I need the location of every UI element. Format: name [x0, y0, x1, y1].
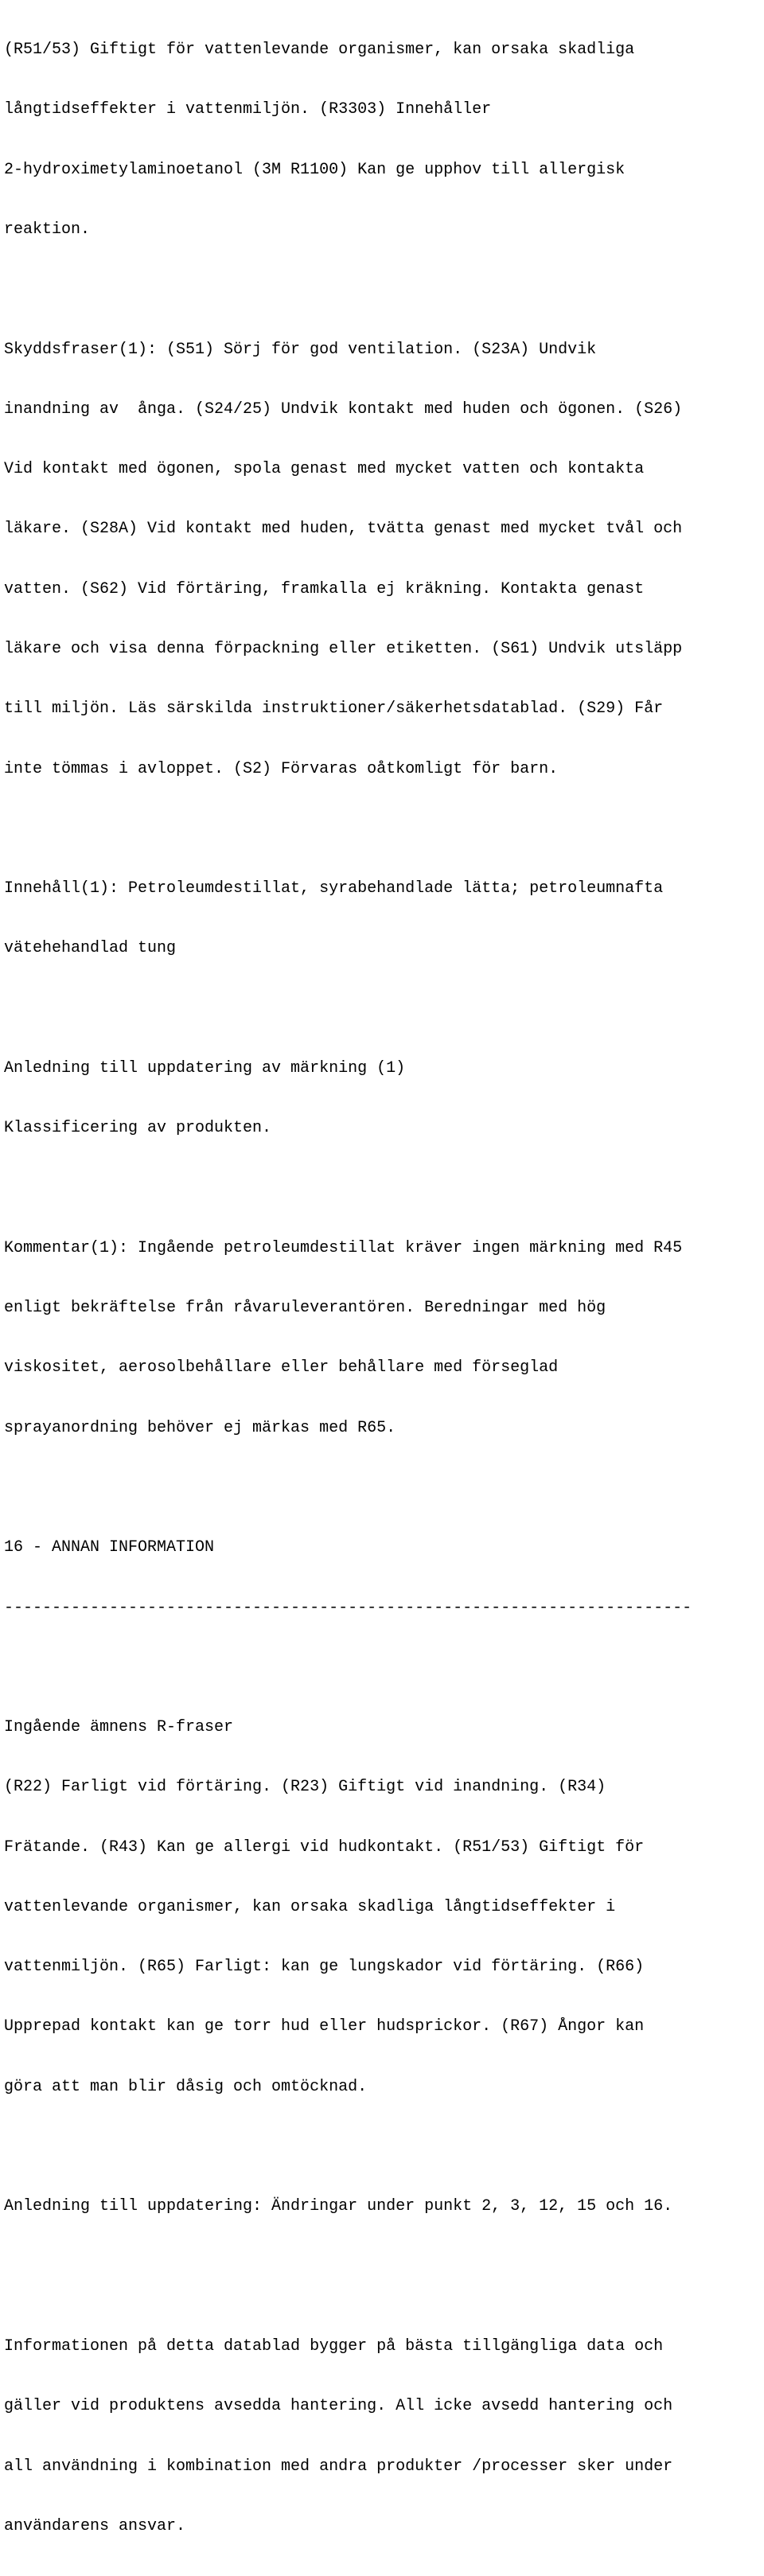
text-line: gäller vid produktens avsedda hantering. All icke avsedd hantering och: [4, 2397, 673, 2416]
update-reason: [4, 2157, 764, 2256]
text-line: inandning av ånga. (S24/25) Undvik kontakt med huden och ögonen. (S26): [4, 399, 683, 419]
text-line: vattenmiljön. (R65) Farligt: kan ge lungskador vid förtäring. (R66): [4, 1958, 645, 1977]
text-line: vatten. (S62) Vid förtäring, framkalla ej kräkning. Kontakta genast: [4, 579, 645, 598]
text-line: Anledning till uppdatering av märkning (1): [4, 1058, 406, 1078]
text-line: viskositet, aerosolbehållare eller behållare med förseglad: [4, 1358, 559, 1378]
text-line: (R22) Farligt vid förtäring. (R23) Giftigt vid inandning. (R34): [4, 1778, 606, 1797]
paragraph-gap: [4, 2257, 764, 2297]
paragraph-gap: [4, 999, 764, 1019]
paragraph-gap: [4, 279, 764, 299]
paragraph-gap: [4, 2137, 764, 2157]
text-line: göra att man blir dåsig och omtöcknad.: [4, 2077, 368, 2096]
text-line: till miljön. Läs särskilda instruktioner/säkerhetsdatablad. (S29) Får: [4, 700, 664, 719]
text-line: Informationen på detta datablad bygger på bästa tillgängliga data och: [4, 2336, 664, 2356]
text-line: Vid kontakt med ögonen, spola genast med mycket vatten och kontakta: [4, 460, 645, 479]
text-line: läkare och visa denna förpackning eller etiketten. (S61) Undvik utsläpp: [4, 640, 683, 658]
text-line: Innehåll(1): Petroleumdestillat, syrabehandlade lätta; petroleumnafta: [4, 879, 664, 898]
text-line: vätehehandlad tung: [4, 939, 177, 958]
paragraph-gap: [4, 1658, 764, 1678]
text-line: all användning i kombination med andra produkter /processer sker under: [4, 2457, 673, 2476]
subheading: Ingående ämnens R-fraser: [4, 1718, 234, 1737]
text-line: Kommentar(1): Ingående petroleumdestillat kräver ingen märkning med R45: [4, 1238, 683, 1257]
text-line: långtidseffekter i vattenmiljön. (R3303) Innehåller: [4, 100, 492, 119]
text-line: (R51/53) Giftigt för vattenlevande organismer, kan orsaka skadliga: [4, 41, 635, 60]
text-line: läkare. (S28A) Vid kontakt med huden, tvätta genast med mycket tvål och: [4, 520, 683, 539]
contents: [4, 839, 764, 999]
comment: [4, 1198, 764, 1478]
text-line: sprayanordning behöver ej märkas med R65.: [4, 1418, 396, 1437]
paragraph-gap: [4, 1179, 764, 1198]
disclaimer: [4, 2297, 764, 2576]
text-line: inte tömmas i avloppet. (S2) Förvaras oåtkomligt för barn.: [4, 759, 559, 778]
update-reason-labelling: [4, 1019, 764, 1179]
safety-phrases: [4, 299, 764, 818]
ingredient-r-phrases: [4, 1678, 764, 2137]
section-16: [4, 1498, 764, 1658]
paragraph-gap: [4, 1478, 764, 1498]
text-line: enligt bekräftelse från råvaruleverantören. Beredningar med hög: [4, 1299, 606, 1318]
text-line: användarens ansvar.: [4, 2516, 186, 2535]
paragraph-gap: [4, 819, 764, 839]
text-line: Frätande. (R43) Kan ge allergi vid hudkontakt. (R51/53) Giftigt för: [4, 1837, 645, 1857]
text-line: reaktion.: [4, 220, 91, 240]
r-phrases-continued: [4, 0, 764, 279]
text-line: Anledning till uppdatering: Ändringar under punkt 2, 3, 12, 15 och 16.: [4, 2197, 673, 2216]
text-line: 2-hydroximetylaminoetanol (3M R1100) Kan ge upphov till allergisk: [4, 160, 626, 179]
text-line: vattenlevande organismer, kan orsaka skadliga långtidseffekter i: [4, 1897, 616, 1916]
section-divider: ------------------------------------------------------------------------: [4, 1598, 692, 1617]
text-line: Upprepad kontakt kan ge torr hud eller hudsprickor. (R67) Ångor kan: [4, 2017, 645, 2036]
text-line: Klassificering av produkten.: [4, 1119, 272, 1138]
text-line: Skyddsfraser(1): (S51) Sörj för god ventilation. (S23A) Undvik: [4, 340, 597, 359]
section-heading: 16 - ANNAN INFORMATION: [4, 1538, 215, 1557]
